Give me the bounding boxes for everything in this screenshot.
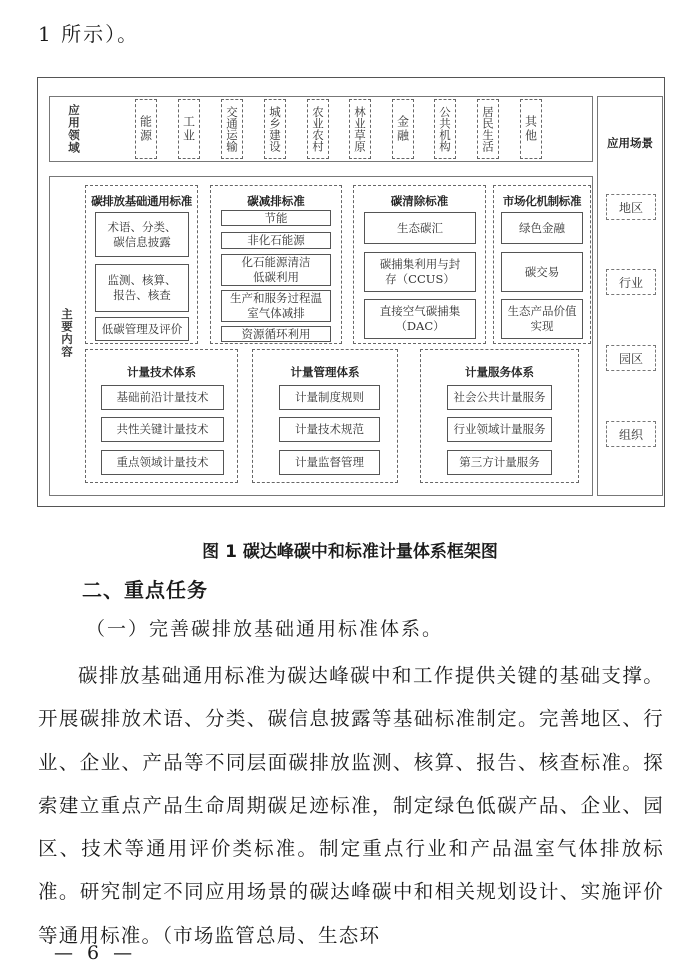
standard-item: 资源循环利用 bbox=[221, 326, 331, 342]
domain-item bbox=[178, 99, 200, 159]
domain-label: 林业草原 bbox=[353, 106, 367, 152]
main-label: 主要内容 bbox=[60, 308, 74, 358]
standard-item: 术语、分类、碳信息披露 bbox=[95, 212, 189, 257]
measurement-item: 计量制度规则 bbox=[279, 385, 380, 410]
domain-item bbox=[135, 99, 157, 159]
measurement-item: 计量技术规范 bbox=[279, 417, 380, 442]
standard-item: 低碳管理及评价 bbox=[95, 317, 189, 341]
group-title: 计量管理体系 bbox=[290, 365, 360, 379]
standard-item: 监测、核算、报告、核查 bbox=[95, 264, 189, 312]
figure-caption: 图 1 碳达峰碳中和标准计量体系框架图 bbox=[202, 542, 498, 562]
standard-item: 生态碳汇 bbox=[364, 212, 476, 244]
standard-item: 绿色金融 bbox=[501, 212, 583, 244]
measurement-item: 计量监督管理 bbox=[279, 450, 380, 475]
domain-label: 能源 bbox=[138, 115, 153, 143]
scene-item: 地区 bbox=[606, 194, 656, 220]
domain-item bbox=[477, 99, 499, 159]
measurement-item: 第三方计量服务 bbox=[447, 450, 552, 475]
measurement-group-technology bbox=[85, 349, 238, 483]
group-title: 市场化机制标准 bbox=[502, 194, 582, 208]
group-title: 计量服务体系 bbox=[465, 365, 534, 379]
domain-label: 工业 bbox=[181, 115, 196, 143]
page-number: — 6 — bbox=[54, 942, 137, 964]
subsection-heading: （一）完善碳排放基础通用标准体系。 bbox=[86, 618, 444, 640]
scenes-label: 应用场景 bbox=[607, 136, 653, 150]
domain-label: 交通运输 bbox=[225, 106, 239, 152]
measurement-item: 共性关键计量技术 bbox=[101, 417, 224, 442]
measurement-item: 基础前沿计量技术 bbox=[101, 385, 224, 410]
standard-item: 碳交易 bbox=[501, 252, 583, 292]
domains-label: 应用领域 bbox=[67, 104, 81, 154]
group-title: 碳减排标准 bbox=[247, 194, 305, 208]
domain-item bbox=[307, 99, 329, 159]
standard-item: 生态产品价值实现 bbox=[501, 299, 583, 339]
measurement-group-management bbox=[252, 349, 398, 483]
domain-label: 其他 bbox=[523, 115, 538, 143]
standard-item: 生产和服务过程温室气体减排 bbox=[221, 290, 331, 322]
standard-item: 直接空气碳捕集（DAC） bbox=[364, 299, 476, 339]
group-title: 计量技术体系 bbox=[127, 365, 196, 379]
measurement-group-service bbox=[420, 349, 579, 483]
domain-label: 金融 bbox=[395, 115, 410, 143]
standard-item: 非化石能源 bbox=[221, 232, 331, 249]
section-heading: 二、重点任务 bbox=[82, 578, 208, 602]
domain-label: 公共机构 bbox=[438, 106, 452, 152]
domain-label: 城乡建设 bbox=[268, 106, 282, 152]
standards-group-market bbox=[493, 185, 591, 344]
scene-item: 行业 bbox=[606, 269, 656, 295]
group-title: 碳清除标准 bbox=[390, 194, 449, 208]
continued-text: 1 所示）。 bbox=[38, 22, 140, 46]
standard-item: 化石能源清洁低碳利用 bbox=[221, 254, 331, 286]
body-paragraph: 碳排放基础通用标准为碳达峰碳中和工作提供关键的基础支撑。开展碳排放术语、分类、碳信息披露等基础标准制定。完善地区、行业、企业、产品等不同层面碳排放监测、核算、报告、核查标准。探索建立重点产品生命周期碳足迹标准，制定绿色低碳产品、企业、园区、技术等通用评价类标准。制定重点行业和产品温室气体排放标准。研究制定不同应用场景的碳达峰碳中和相关规划设计、实施评价等通用标准。（市场监管总局、生态环 bbox=[38, 664, 664, 947]
domain-item bbox=[434, 99, 456, 159]
standards-group-reduction bbox=[210, 185, 342, 344]
group-title: 碳排放基础通用标准 bbox=[91, 194, 192, 208]
scenes-panel bbox=[597, 96, 663, 496]
domain-item bbox=[520, 99, 542, 159]
standard-item: 碳捕集利用与封存（CCUS） bbox=[364, 252, 476, 292]
measurement-item: 行业领域计量服务 bbox=[447, 417, 552, 442]
measurement-item: 重点领域计量技术 bbox=[101, 450, 224, 475]
measurement-item: 社会公共计量服务 bbox=[447, 385, 552, 410]
scene-item: 园区 bbox=[606, 345, 656, 371]
domain-item bbox=[392, 99, 414, 159]
standard-item: 节能 bbox=[221, 210, 331, 226]
scene-item: 组织 bbox=[606, 421, 656, 447]
domain-item bbox=[349, 99, 371, 159]
standards-group-basic bbox=[85, 185, 198, 344]
domain-item bbox=[221, 99, 243, 159]
standards-group-removal bbox=[353, 185, 486, 344]
domain-label: 农业农村 bbox=[311, 106, 325, 152]
domain-label: 居民生活 bbox=[481, 106, 495, 152]
domain-item bbox=[264, 99, 286, 159]
